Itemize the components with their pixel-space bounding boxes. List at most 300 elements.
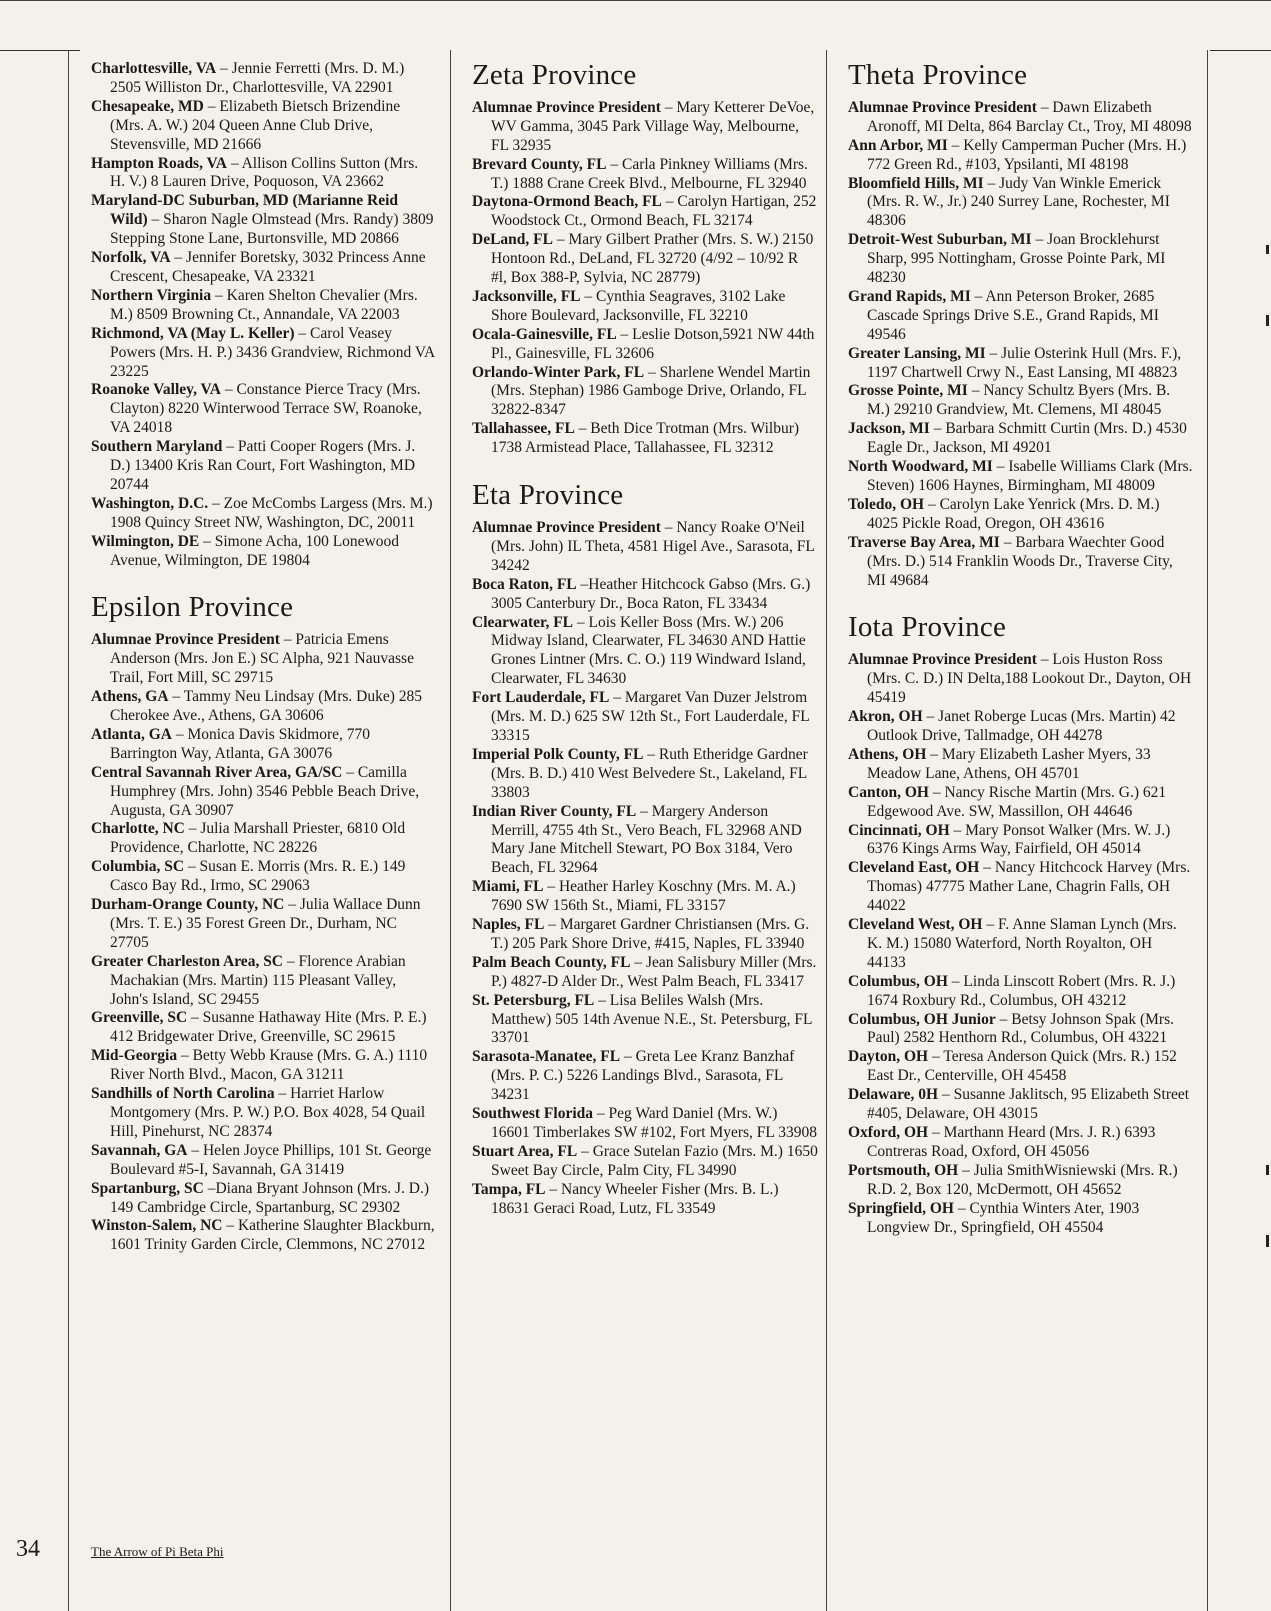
column-rule-3 bbox=[1207, 50, 1208, 1611]
contact-details: Sharon Nagle Olmstead (Mrs. Randy) 3809 Stepping Stone Lane, Burtonsville, MD 20866 bbox=[110, 211, 434, 248]
contact-details: Helen Joyce Phillips, 101 St. George Boulevard #5-I, Savannah, GA 31419 bbox=[110, 1141, 432, 1178]
entry-separator: – bbox=[929, 420, 946, 438]
directory-entry bbox=[848, 1048, 1194, 1086]
chapter-name: Detroit-West Suburban, MI bbox=[848, 231, 1032, 249]
province-section bbox=[848, 60, 1194, 590]
contact-details: Heather Harley Koschny (Mrs. M. A.) 7690 SW 156th St., Miami, FL 33157 bbox=[491, 878, 796, 915]
contact-details: Tammy Neu Lindsay (Mrs. Duke) 285 Cherokee Ave., Athens, GA 30606 bbox=[110, 688, 423, 724]
contact-details: Mary Ketterer DeVoe, WV Gamma, 3045 Park Village Way, Melbourne, FL 32935 bbox=[491, 98, 815, 154]
entry-separator: – bbox=[620, 1048, 636, 1066]
directory-entry bbox=[472, 193, 818, 231]
chapter-name: Toledo, OH bbox=[848, 495, 925, 513]
directory-entry bbox=[91, 820, 437, 858]
chapter-name: Imperial Polk County, FL bbox=[472, 745, 644, 763]
contact-details: Patti Cooper Rogers (Mrs. J. D.) 13400 Kris Ran Court, Fort Washington, MD 20744 bbox=[110, 438, 416, 493]
entry-separator: – bbox=[616, 325, 633, 343]
directory-entry bbox=[848, 973, 1194, 1011]
contact-details: Allison Collins Sutton (Mrs. H. V.) 8 Lauren Drive, Poquoson, VA 23662 bbox=[110, 154, 419, 191]
entry-separator: – bbox=[342, 763, 358, 781]
chapter-name: Fort Lauderdale, FL bbox=[472, 689, 610, 707]
entry-separator: – bbox=[606, 155, 622, 173]
contact-details: Nancy Wheeler Fisher (Mrs. B. L.) 18631 Geraci Road, Lutz, FL 33549 bbox=[491, 1180, 779, 1217]
chapter-name: Alumnae Province President bbox=[91, 631, 280, 649]
contact-details: Janet Roberge Lucas (Mrs. Martin) 42 Outlook Drive, Tallmadge, OH 44278 bbox=[867, 708, 1176, 744]
chapter-name: Brevard County, FL bbox=[472, 155, 607, 173]
directory-entry bbox=[91, 287, 437, 325]
contact-details: Carolyn Hartigan, 252 Woodstock Ct., Ormond Beach, FL 32174 bbox=[491, 193, 817, 230]
entry-separator: – bbox=[636, 802, 652, 820]
contact-details: Mary Elizabeth Lasher Myers, 33 Meadow Lane, Athens, OH 45701 bbox=[867, 745, 1151, 782]
chapter-name: Alumnae Province President bbox=[848, 98, 1037, 116]
chapter-name: Columbus, OH Junior bbox=[848, 1010, 996, 1028]
contact-details: Dawn Elizabeth Aronoff, MI Delta, 864 Barclay Ct., Troy, MI 48098 bbox=[867, 98, 1192, 135]
directory-entry bbox=[848, 822, 1194, 860]
column-rule-2 bbox=[826, 50, 827, 1611]
chapter-name: Naples, FL bbox=[472, 916, 545, 934]
entry-separator: – bbox=[184, 820, 201, 838]
contact-details: Grace Sutelan Fazio (Mrs. M.) 1650 Sweet Bay Circle, Palm City, FL 34990 bbox=[491, 1142, 818, 1179]
chapter-name: Ocala-Gainesville, FL bbox=[472, 325, 617, 343]
page-number: 34 bbox=[16, 1536, 40, 1562]
directory-entry bbox=[472, 364, 818, 421]
entry-separator: – bbox=[226, 154, 242, 172]
chapter-name: Greater Lansing, MI bbox=[848, 344, 986, 362]
entry-separator: – bbox=[928, 783, 945, 801]
chapter-name: Spartanburg, SC bbox=[91, 1179, 204, 1197]
entry-separator: – bbox=[203, 1179, 216, 1197]
directory-entry bbox=[848, 651, 1194, 708]
chapter-name: Mid-Georgia bbox=[91, 1047, 178, 1065]
directory-entry bbox=[848, 1124, 1194, 1162]
column-1 bbox=[91, 60, 437, 1255]
contact-details: Constance Pierce Tracy (Mrs. Clayton) 8220 Winterwood Terrace SW, Roanoke, VA 24018 bbox=[110, 381, 422, 437]
directory-entry bbox=[472, 916, 818, 954]
directory-entry bbox=[848, 382, 1194, 420]
directory-entry bbox=[91, 764, 437, 821]
entry-separator: – bbox=[199, 532, 215, 550]
entry-separator: – bbox=[222, 438, 238, 456]
entry-separator: – bbox=[580, 287, 597, 305]
directory-entry bbox=[91, 1009, 437, 1047]
chapter-name: Wilmington, DE bbox=[91, 532, 200, 550]
contact-details: Cynthia Seagraves, 3102 Lake Shore Boulevard, Jacksonville, FL 32210 bbox=[491, 287, 786, 324]
chapter-name: Stuart Area, FL bbox=[472, 1142, 578, 1160]
directory-entry bbox=[472, 519, 818, 576]
chapter-name: Maryland-DC Suburban, MD (Marianne Reid Wild) bbox=[91, 192, 399, 229]
entry-separator: – bbox=[552, 231, 569, 249]
entry-separator: – bbox=[985, 344, 1002, 362]
directory-entry bbox=[472, 99, 818, 156]
chapter-name: Sarasota-Manatee, FL bbox=[472, 1048, 621, 1066]
section-heading: Theta Province bbox=[848, 59, 1028, 91]
chapter-name: Greenville, SC bbox=[91, 1009, 188, 1027]
chapter-name: Bloomfield Hills, MI bbox=[848, 174, 984, 192]
entry-separator: – bbox=[171, 725, 188, 743]
entry-separator: – bbox=[928, 1124, 944, 1141]
directory-entry bbox=[91, 858, 437, 896]
contact-details: Ruth Etheridge Gardner (Mrs. B. D.) 410 West Belvedere St., Lakeland, FL 33803 bbox=[491, 745, 808, 801]
chapter-name: Northern Virginia bbox=[91, 286, 212, 304]
section-heading: Epsilon Province bbox=[91, 591, 294, 624]
entry-separator: – bbox=[222, 1217, 238, 1235]
contact-details: Florence Arabian Machakian (Mrs. Martin) 115 Pleasant Valley, John's Island, SC 29455 bbox=[110, 952, 406, 1008]
chapter-name: Athens, OH bbox=[848, 745, 927, 763]
entry-separator: – bbox=[660, 519, 677, 536]
entry-separator: – bbox=[609, 689, 625, 707]
entry-separator: – bbox=[967, 382, 984, 400]
entry-separator: – bbox=[184, 858, 200, 876]
contact-details: Mary Gilbert Prather (Mrs. S. W.) 2150 Hontoon Rd., DeLand, FL 32720 (4/92 – 10/92 R #l, Box 388-P, Sylvia, NC 28779) bbox=[491, 231, 814, 287]
contact-details: Barbara Waechter Good (Mrs. D.) 514 Franklin Woods Dr., Traverse City, MI 49684 bbox=[867, 533, 1173, 589]
directory-entry bbox=[91, 381, 437, 438]
chapter-name: Columbia, SC bbox=[91, 858, 185, 876]
directory-entry bbox=[848, 534, 1194, 591]
contact-details: Julie Osterink Hull (Mrs. F.), 1197 Chartwell Crwy N., East Lansing, MI 48823 bbox=[867, 344, 1182, 381]
chapter-name: Daytona-Ormond Beach, FL bbox=[472, 193, 662, 211]
chapter-name: Clearwater, FL bbox=[472, 613, 574, 631]
contact-details: Margery Anderson Merrill, 4755 4th St., Vero Beach, FL 32968 AND Mary Jane Mitchell Stewart, PO Box 3184, Vero Beach, FL 32964 bbox=[491, 802, 802, 877]
entry-separator: – bbox=[279, 631, 296, 649]
directory-entry bbox=[472, 689, 818, 746]
directory-entry bbox=[472, 992, 818, 1049]
entry-separator: – bbox=[284, 896, 300, 914]
chapter-name: North Woodward, MI bbox=[848, 458, 993, 476]
contact-details: Joan Brocklehurst Sharp, 995 Nottingham, Grosse Pointe Park, MI 48230 bbox=[867, 231, 1166, 287]
entry-separator: – bbox=[168, 688, 184, 706]
contact-details: Peg Ward Daniel (Mrs. W.) 16601 Timberlakes SW #102, Fort Myers, FL 33908 bbox=[491, 1105, 817, 1141]
directory-entry bbox=[91, 155, 437, 193]
column-rule-1 bbox=[450, 50, 451, 1611]
province-section bbox=[472, 60, 818, 458]
binding-mark bbox=[1266, 1165, 1269, 1175]
directory-entry bbox=[472, 156, 818, 194]
entry-separator: – bbox=[979, 859, 995, 877]
contact-details: Carol Veasey Powers (Mrs. H. P.) 3436 Grandview, Richmond VA 23225 bbox=[110, 324, 435, 380]
contact-details: Julia SmithWisniewski (Mrs. R.) R.D. 2, Box 120, McDermott, OH 45652 bbox=[867, 1161, 1178, 1198]
chapter-name: Greater Charleston Area, SC bbox=[91, 952, 284, 970]
contact-details: Nancy Roake O'Neil (Mrs. John) IL Theta, 4581 Higel Ave., Sarasota, FL 34242 bbox=[491, 519, 815, 574]
chapter-name: Washington, D.C. bbox=[91, 494, 209, 512]
entry-separator: – bbox=[216, 60, 232, 77]
directory-entry bbox=[472, 954, 818, 992]
chapter-name: Cleveland East, OH bbox=[848, 859, 980, 877]
contact-details: Nancy Rische Martin (Mrs. G.) 621 Edgewood Ave. SW, Massillon, OH 44646 bbox=[867, 783, 1167, 820]
entry-separator: – bbox=[970, 287, 986, 305]
chapter-name: Winston-Salem, NC bbox=[91, 1217, 223, 1235]
entry-separator: – bbox=[949, 821, 966, 839]
entry-separator: – bbox=[1036, 98, 1053, 116]
directory-entry bbox=[91, 249, 437, 287]
chapter-name: Hampton Roads, VA bbox=[91, 154, 227, 172]
chapter-name: St. Petersburg, FL bbox=[472, 991, 595, 1009]
chapter-name: Dayton, OH bbox=[848, 1048, 929, 1066]
entry-separator: – bbox=[170, 249, 187, 267]
entry-separator: – bbox=[958, 1161, 974, 1179]
contact-details: Susanne Hathaway Hite (Mrs. P. E.) 412 Bridgewater Drive, Greenville, SC 29615 bbox=[110, 1009, 427, 1046]
chapter-name: Traverse Bay Area, MI bbox=[848, 533, 1000, 551]
chapter-name: Chesapeake, MD bbox=[91, 97, 204, 115]
chapter-name: Durham-Orange County, NC bbox=[91, 896, 285, 914]
contact-details: Isabelle Williams Clark (Mrs. Steven) 1606 Haynes, Birmingham, MI 48009 bbox=[867, 458, 1193, 495]
entry-separator: – bbox=[1036, 651, 1053, 669]
contact-details: Marthann Heard (Mrs. J. R.) 6393 Contreras Road, Oxford, OH 45056 bbox=[867, 1124, 1156, 1160]
province-section bbox=[91, 592, 437, 1255]
contact-details: Julia Marshall Priester, 6810 Old Providence, Charlotte, NC 28226 bbox=[110, 820, 406, 857]
contact-details: Cynthia Winters Ater, 1903 Longview Dr., Springfield, OH 45504 bbox=[867, 1199, 1140, 1236]
contact-details: Susanne Jaklitsch, 95 Elizabeth Street #405, Delaware, OH 43015 bbox=[867, 1086, 1190, 1123]
directory-entry bbox=[472, 326, 818, 364]
contact-details: Nancy Hitchcock Harvey (Mrs. Thomas) 47775 Mather Lane, Chagrin Falls, OH 44022 bbox=[867, 859, 1191, 915]
directory-entry bbox=[472, 614, 818, 690]
province-section bbox=[472, 480, 818, 1218]
entry-separator: – bbox=[576, 575, 589, 593]
chapter-name: Richmond, VA (May L. Keller) bbox=[91, 324, 295, 342]
directory-entry bbox=[848, 784, 1194, 822]
chapter-name: Roanoke Valley, VA bbox=[91, 381, 221, 399]
chapter-name: Tampa, FL bbox=[472, 1180, 546, 1198]
chapter-name: Grand Rapids, MI bbox=[848, 287, 971, 305]
contact-details: Betty Webb Krause (Mrs. G. A.) 1110 River North Blvd., Macon, GA 31211 bbox=[110, 1047, 428, 1084]
directory-entry bbox=[91, 495, 437, 533]
entry-separator: – bbox=[220, 381, 237, 399]
contact-details: Elizabeth Bietsch Brizendine (Mrs. A. W.) 204 Queen Anne Club Drive, Stevensville, MD 21666 bbox=[110, 97, 401, 153]
entry-separator: – bbox=[661, 193, 678, 211]
contact-details: Karen Shelton Chevalier (Mrs. M.) 8509 Browning Ct., Annandale, VA 22003 bbox=[110, 286, 418, 323]
contact-details: Betsy Johnson Spak (Mrs. Paul) 2582 Henthorn Rd., Columbus, OH 43221 bbox=[867, 1010, 1174, 1047]
contact-details: Ann Peterson Broker, 2685 Cascade Springs Drive S.E., Grand Rapids, MI 49546 bbox=[867, 287, 1159, 343]
chapter-name: Palm Beach County, FL bbox=[472, 953, 631, 971]
contact-details: Nancy Schultz Byers (Mrs. B. M.) 29210 Grandview, Mt. Clemens, MI 48045 bbox=[867, 382, 1171, 419]
chapter-name: Charlottesville, VA bbox=[91, 60, 217, 77]
chapter-name: Savannah, GA bbox=[91, 1141, 188, 1159]
directory-entry bbox=[848, 458, 1194, 496]
directory-entry bbox=[848, 1162, 1194, 1200]
entry-separator: – bbox=[203, 97, 220, 115]
chapter-name: Jackson, MI bbox=[848, 420, 930, 438]
top-rule-right bbox=[1210, 50, 1271, 51]
contact-details: Carla Pinkney Williams (Mrs. T.) 1888 Crane Creek Blvd., Melbourne, FL 32940 bbox=[491, 155, 808, 192]
contact-details: Lois Keller Boss (Mrs. W.) 206 Midway Island, Clearwater, FL 34630 AND Hattie Grones Lintner (Mrs. C. O.) 119 Windward Island, Clearwater, FL 34630 bbox=[491, 613, 806, 688]
chapter-name: Orlando-Winter Park, FL bbox=[472, 363, 645, 381]
chapter-name: Springfield, OH bbox=[848, 1199, 954, 1217]
directory-entry bbox=[91, 1217, 437, 1255]
directory-entry bbox=[472, 1048, 818, 1105]
directory-entry bbox=[472, 420, 818, 458]
chapter-name: Delaware, 0H bbox=[848, 1086, 939, 1104]
directory-entry bbox=[472, 1181, 818, 1219]
directory-entry bbox=[848, 746, 1194, 784]
directory-entry bbox=[91, 688, 437, 726]
chapter-name: Jacksonville, FL bbox=[472, 287, 581, 305]
contact-details: Heather Hitchcock Gabso (Mrs. G.) 3005 Canterbury Dr., Boca Raton, FL 33434 bbox=[491, 575, 811, 612]
directory-entry bbox=[472, 1105, 818, 1143]
entry-separator: – bbox=[177, 1047, 193, 1065]
directory-entry bbox=[472, 288, 818, 326]
directory-entry bbox=[91, 192, 437, 249]
directory-entry bbox=[91, 1142, 437, 1180]
contact-details: Leslie Dotson,5921 NW 44th Pl., Gainesville, FL 32606 bbox=[491, 325, 815, 362]
entry-separator: – bbox=[545, 1180, 562, 1198]
contact-details: Carolyn Lake Yenrick (Mrs. D. M.) 4025 Pickle Road, Oregon, OH 43616 bbox=[867, 495, 1160, 532]
entry-separator: – bbox=[947, 972, 964, 990]
entry-separator: – bbox=[283, 952, 299, 970]
contact-details: Margaret Gardner Christiansen (Mrs. G. T.) 205 Park Shore Drive, #415, Naples, FL 33940 bbox=[491, 916, 810, 952]
contact-details: Jean Salisbury Miller (Mrs. P.) 4827-D Alder Dr., West Palm Beach, FL 33417 bbox=[491, 953, 817, 990]
entry-separator: – bbox=[544, 916, 560, 934]
directory-entry bbox=[472, 746, 818, 803]
entry-separator: – bbox=[187, 1141, 203, 1159]
chapter-name: Atlanta, GA bbox=[91, 725, 172, 743]
province-section bbox=[91, 60, 437, 570]
directory-entry bbox=[91, 325, 437, 382]
chapter-name: DeLand, FL bbox=[472, 231, 553, 249]
directory-entry bbox=[91, 1180, 437, 1218]
contact-details: Diana Bryant Johnson (Mrs. J. D.) 149 Cambridge Circle, Spartanburg, SC 29302 bbox=[110, 1179, 430, 1216]
contact-details: Jennifer Boretsky, 3032 Princess Anne Crescent, Chesapeake, VA 23321 bbox=[110, 249, 426, 285]
directory-entry bbox=[848, 916, 1194, 973]
contact-details: Mary Ponsot Walker (Mrs. W. J.) 6376 Kings Arms Way, Fairfield, OH 45014 bbox=[867, 821, 1171, 858]
directory-entry bbox=[472, 576, 818, 614]
entry-separator: – bbox=[208, 494, 224, 512]
directory-entry bbox=[848, 288, 1194, 345]
binding-mark bbox=[1266, 245, 1269, 254]
chapter-name: Sandhills of North Carolina bbox=[91, 1085, 275, 1103]
directory-entry bbox=[848, 345, 1194, 383]
entry-separator: – bbox=[574, 420, 591, 438]
contact-details: Harriet Harlow Montgomery (Mrs. P. W.) P.O. Box 4028, 54 Quail Hill, Pinehurst, NC 28374 bbox=[110, 1085, 426, 1140]
contact-details: F. Anne Slaman Lynch (Mrs. K. M.) 15080 Waterford, North Royalton, OH 44133 bbox=[867, 916, 1177, 971]
entry-separator: – bbox=[922, 708, 939, 726]
directory-entry bbox=[91, 98, 437, 155]
contact-details: Lisa Beliles Walsh (Mrs. Matthew) 505 14th Avenue N.E., St. Petersburg, FL 33701 bbox=[491, 991, 812, 1047]
contact-details: Monica Davis Skidmore, 770 Barrington Way, Atlanta, GA 30076 bbox=[110, 725, 370, 762]
chapter-name: Tallahassee, FL bbox=[472, 420, 575, 438]
entry-separator: – bbox=[982, 916, 998, 934]
entry-separator: – bbox=[1031, 231, 1048, 249]
contact-details: Sharlene Wendel Martin (Mrs. Stephan) 1986 Gamboge Drive, Orlando, FL 32822-8347 bbox=[491, 363, 811, 419]
chapter-name: Miami, FL bbox=[472, 878, 544, 896]
directory-entry bbox=[91, 1047, 437, 1085]
contact-details: Katherine Slaughter Blackburn, 1601 Trinity Garden Circle, Clemmons, NC 27012 bbox=[110, 1217, 435, 1254]
entry-separator: – bbox=[660, 98, 677, 116]
chapter-name: Grosse Pointe, MI bbox=[848, 382, 968, 400]
entry-separator: – bbox=[593, 1105, 609, 1123]
directory-entry bbox=[848, 175, 1194, 232]
contact-details: Jennie Ferretti (Mrs. D. M.) 2505 Williston Dr., Charlottesville, VA 22901 bbox=[110, 60, 405, 96]
contact-details: Judy Van Winkle Emerick (Mrs. R. W., Jr.) 240 Surrey Lane, Rochester, MI 48306 bbox=[867, 174, 1170, 230]
directory-entry bbox=[472, 803, 818, 879]
entry-separator: – bbox=[953, 1199, 970, 1217]
chapter-name: Athens, GA bbox=[91, 688, 169, 706]
entry-separator: – bbox=[926, 745, 942, 763]
entry-separator: – bbox=[187, 1009, 203, 1027]
contact-details: Julia Wallace Dunn (Mrs. T. E.) 35 Forest Green Dr., Durham, NC 27705 bbox=[110, 896, 421, 951]
chapter-name: Cleveland West, OH bbox=[848, 916, 983, 934]
entry-separator: – bbox=[577, 1142, 593, 1160]
chapter-name: Portsmouth, OH bbox=[848, 1161, 959, 1179]
footer-publication-title: The Arrow of Pi Beta Phi bbox=[91, 1544, 224, 1559]
directory-entry bbox=[472, 878, 818, 916]
contact-details: Greta Lee Kranz Banzhaf (Mrs. P. C.) 5226 Landings Blvd., Sarasota, FL 34231 bbox=[491, 1048, 795, 1104]
contact-details: Patricia Emens Anderson (Mrs. Jon E.) SC Alpha, 921 Nauvasse Trail, Fort Mill, SC 29715 bbox=[110, 631, 414, 687]
binding-mark bbox=[1266, 315, 1269, 326]
directory-entry bbox=[472, 1143, 818, 1181]
directory-entry bbox=[472, 231, 818, 288]
chapter-name: Indian River County, FL bbox=[472, 802, 637, 820]
directory-entry bbox=[91, 896, 437, 953]
chapter-name: Cincinnati, OH bbox=[848, 821, 950, 839]
entry-separator: – bbox=[938, 1086, 954, 1104]
directory-entry bbox=[848, 137, 1194, 175]
entry-separator: – bbox=[294, 324, 311, 342]
contact-details: Lois Huston Ross (Mrs. C. D.) IN Delta,188 Lookout Dr., Dayton, OH 45419 bbox=[867, 651, 1192, 707]
contact-details: Camilla Humphrey (Mrs. John) 3546 Pebble Beach Drive, Augusta, GA 30907 bbox=[110, 763, 420, 819]
entry-separator: – bbox=[999, 533, 1016, 551]
directory-entry bbox=[848, 231, 1194, 288]
directory-entry bbox=[848, 708, 1194, 746]
binding-mark bbox=[1266, 1235, 1269, 1247]
directory-entry bbox=[91, 60, 437, 98]
entry-separator: – bbox=[992, 458, 1009, 476]
contact-details: Teresa Anderson Quick (Mrs. R.) 152 East Dr., Centerville, OH 45458 bbox=[867, 1048, 1177, 1085]
section-heading: Iota Province bbox=[848, 611, 1007, 644]
directory-entry bbox=[848, 1200, 1194, 1238]
chapter-name: Norfolk, VA bbox=[91, 249, 171, 267]
entry-separator: – bbox=[147, 211, 164, 229]
province-section bbox=[848, 612, 1194, 1237]
chapter-name: Ann Arbor, MI bbox=[848, 136, 948, 154]
contact-details: Linda Linscott Robert (Mrs. R. J.) 1674 Roxbury Rd., Columbus, OH 43212 bbox=[867, 972, 1176, 1009]
chapter-name: Southern Maryland bbox=[91, 438, 223, 456]
entry-separator: – bbox=[643, 745, 659, 763]
directory-entry bbox=[848, 859, 1194, 916]
directory-entry bbox=[91, 533, 437, 571]
directory-entry bbox=[91, 1085, 437, 1142]
contact-details: Zoe McCombs Largess (Mrs. M.) 1908 Quincy Street NW, Washington, DC, 20011 bbox=[110, 494, 433, 531]
entry-separator: – bbox=[983, 174, 1000, 192]
entry-separator: – bbox=[928, 1048, 944, 1066]
entry-separator: – bbox=[924, 495, 940, 513]
directory-entry bbox=[91, 953, 437, 1010]
contact-details: Beth Dice Trotman (Mrs. Wilbur) 1738 Armistead Place, Tallahassee, FL 32312 bbox=[491, 420, 800, 457]
directory-entry bbox=[848, 99, 1194, 137]
chapter-name: Southwest Florida bbox=[472, 1105, 593, 1123]
entry-separator: – bbox=[274, 1085, 291, 1103]
chapter-name: Central Savannah River Area, GA/SC bbox=[91, 763, 343, 781]
entry-separator: – bbox=[543, 878, 559, 896]
entry-separator: – bbox=[995, 1010, 1012, 1028]
entry-separator: – bbox=[573, 613, 589, 631]
entry-separator: – bbox=[211, 286, 227, 304]
entry-separator: – bbox=[644, 363, 660, 381]
chapter-name: Alumnae Province President bbox=[848, 651, 1037, 669]
contact-details: Barbara Schmitt Curtin (Mrs. D.) 4530 Eagle Dr., Jackson, MI 49201 bbox=[867, 420, 1187, 457]
directory-entry bbox=[91, 438, 437, 495]
chapter-name: Canton, OH bbox=[848, 783, 929, 801]
chapter-name: Alumnae Province President bbox=[472, 98, 661, 116]
contact-details: Margaret Van Duzer Jelstrom (Mrs. M. D.) 625 SW 12th St., Fort Lauderdale, FL 33315 bbox=[491, 689, 810, 744]
column-rule-left bbox=[68, 50, 69, 1611]
chapter-name: Columbus, OH bbox=[848, 972, 948, 990]
contact-details: Susan E. Morris (Mrs. R. E.) 149 Casco Bay Rd., Irmo, SC 29063 bbox=[110, 858, 406, 895]
column-2 bbox=[472, 60, 818, 1219]
contact-details: Simone Acha, 100 Lonewood Avenue, Wilmington, DE 19804 bbox=[110, 532, 400, 569]
directory-entry bbox=[848, 1011, 1194, 1049]
chapter-name: Boca Raton, FL bbox=[472, 575, 577, 593]
directory-entry bbox=[91, 726, 437, 764]
chapter-name: Oxford, OH bbox=[848, 1124, 929, 1141]
chapter-name: Charlotte, NC bbox=[91, 820, 185, 838]
